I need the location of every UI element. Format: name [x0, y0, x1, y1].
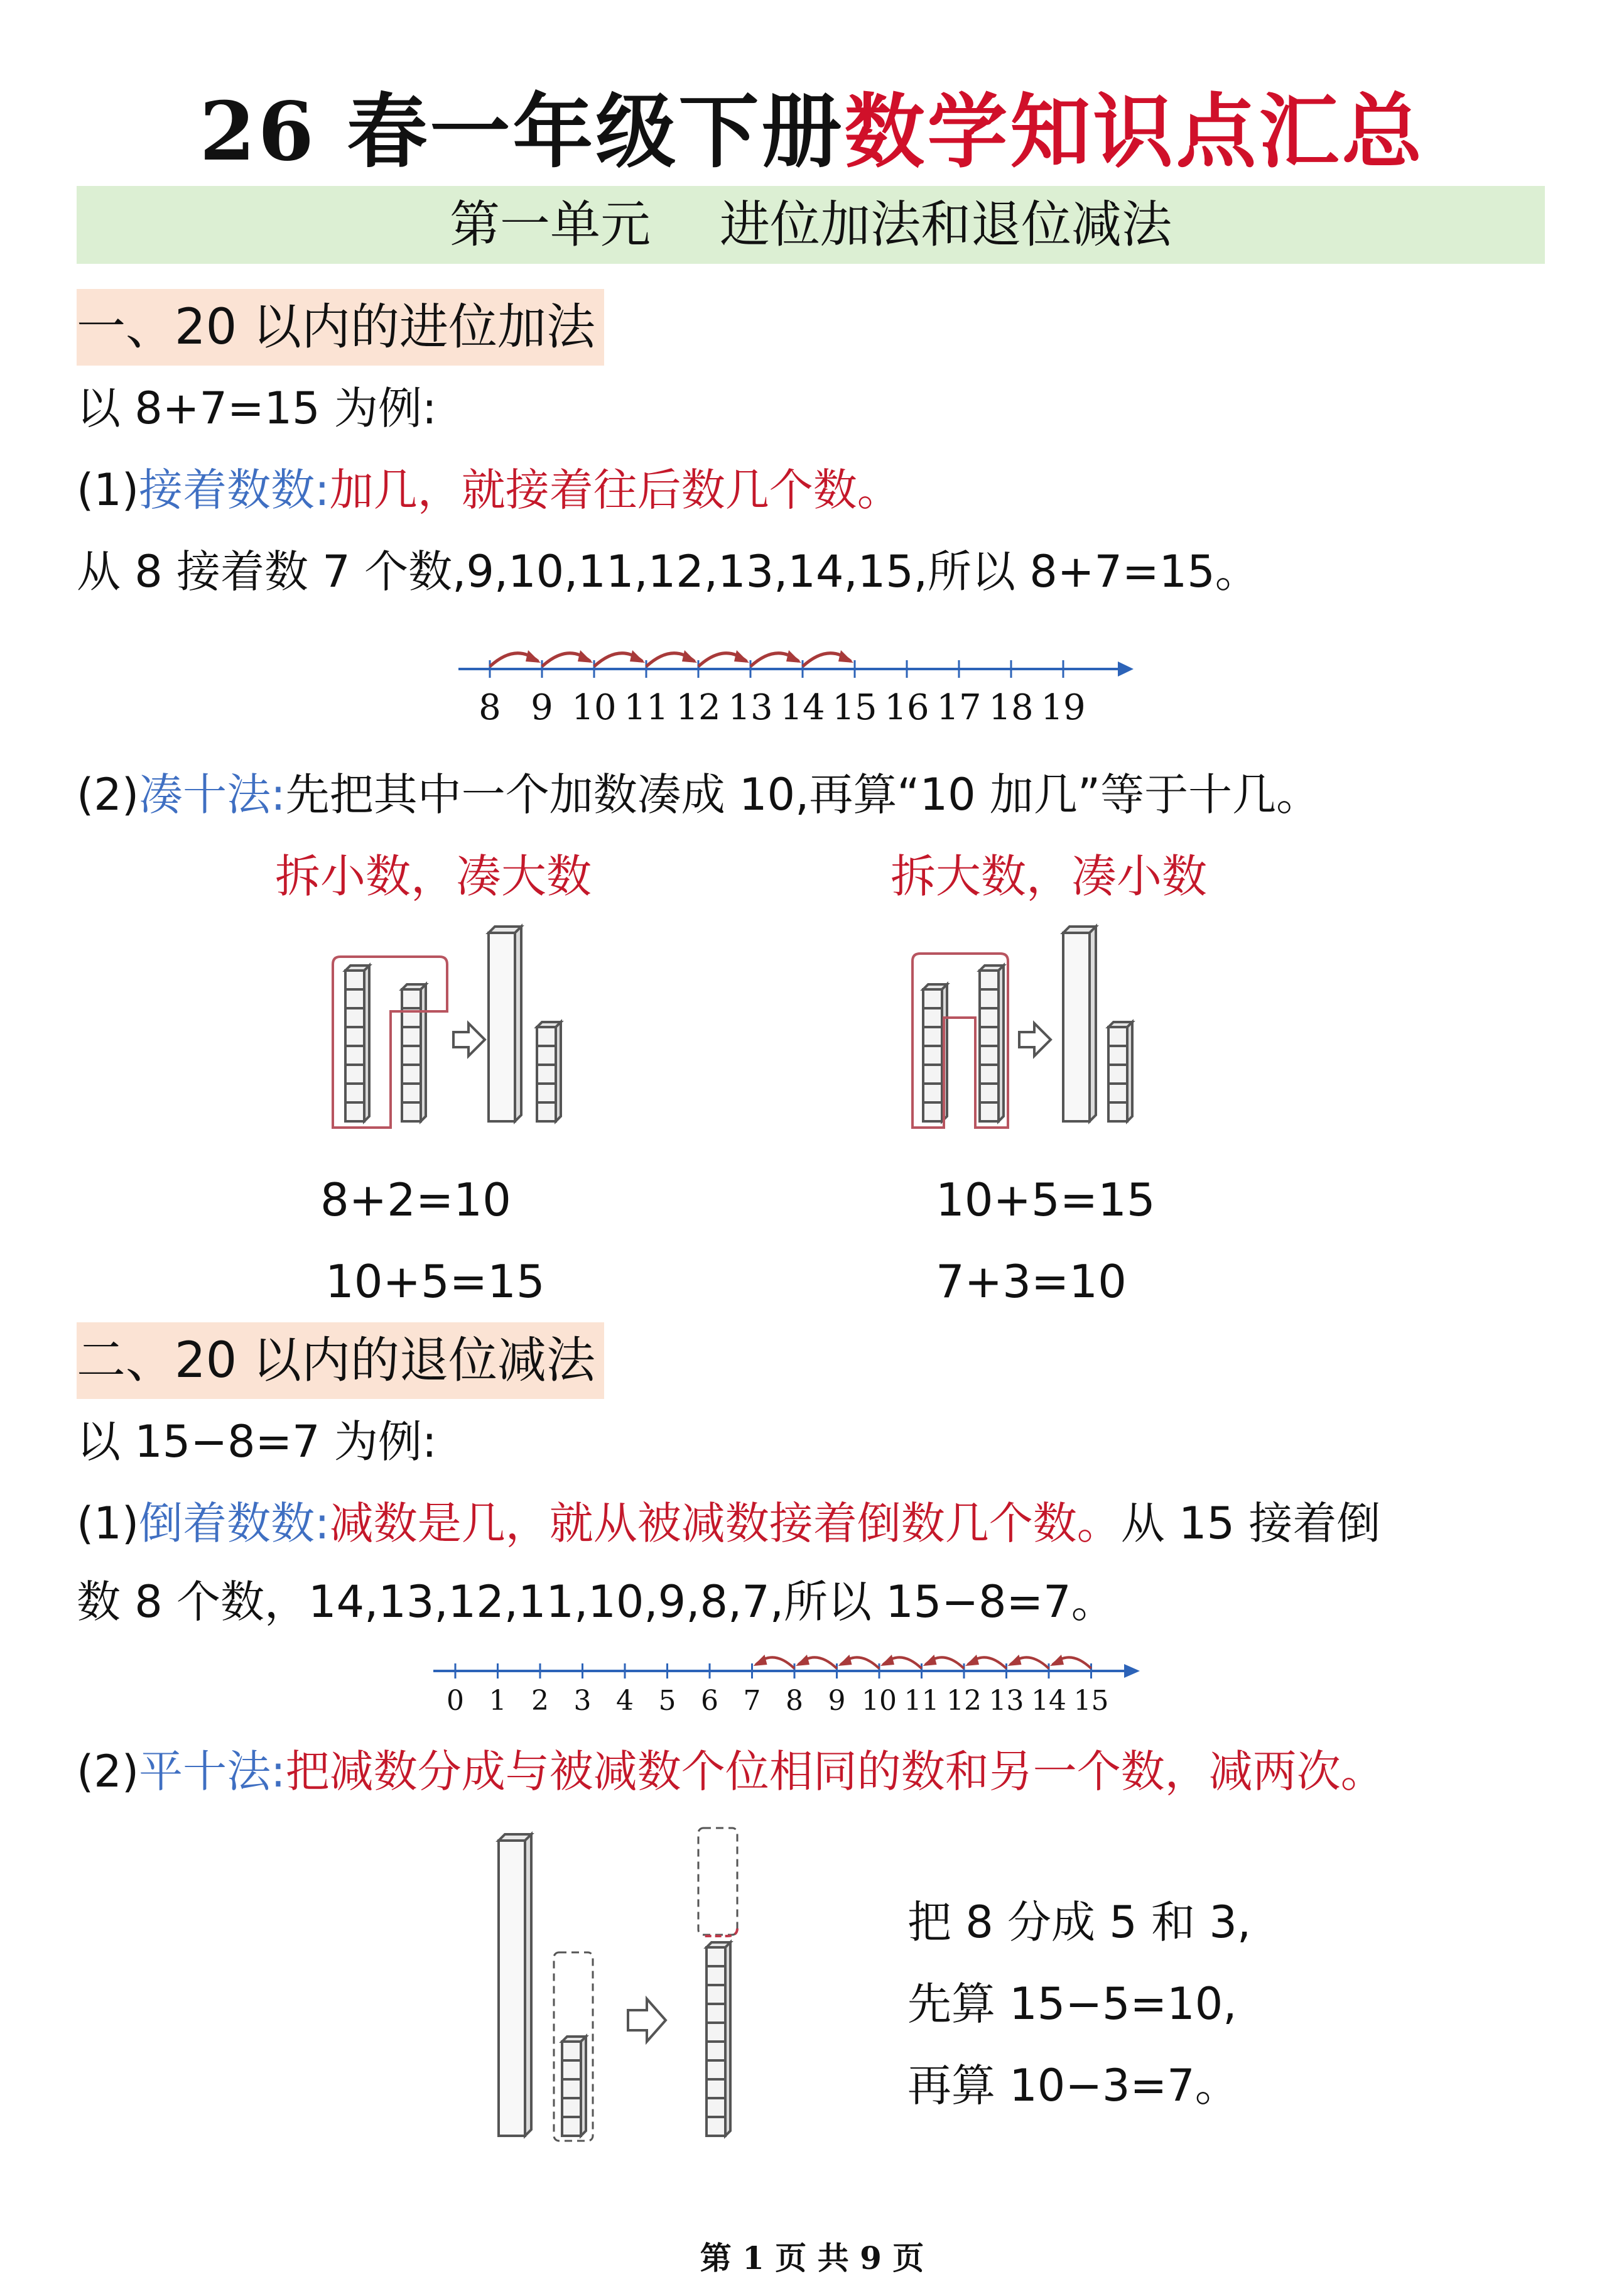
unit-cube — [923, 1084, 942, 1102]
method2-name: 凑十法: — [139, 769, 286, 820]
hop-arrowhead — [1050, 1655, 1064, 1666]
hop-arrowhead — [838, 1655, 852, 1666]
method1-num: (1) — [77, 1498, 139, 1549]
tick-label: 12 — [946, 1685, 982, 1717]
axis-arrowhead — [1118, 661, 1134, 677]
unit-cube — [345, 989, 364, 1008]
tick-label: 15 — [832, 687, 877, 728]
unit-banner — [77, 186, 1545, 264]
tick-label: 13 — [988, 1685, 1024, 1717]
ten-rod — [489, 927, 521, 1121]
unit-cube — [345, 1046, 364, 1065]
left-eq1: 8+2=10 — [320, 1173, 511, 1226]
unit-cube — [562, 2117, 581, 2136]
unit-cube — [980, 971, 999, 989]
unit-cube — [345, 1102, 364, 1121]
section2-method1 — [77, 1492, 1380, 1555]
unit-cube — [980, 1027, 999, 1046]
section2-method2 — [77, 1740, 1385, 1803]
unit-cube — [706, 1947, 725, 1966]
unit-cube — [923, 1102, 942, 1121]
unit-cube — [402, 1027, 421, 1046]
section2-heading: 二、20 以内的退位减法 — [77, 1322, 604, 1399]
unit-cube — [402, 1102, 421, 1121]
block-column-5 — [562, 2037, 586, 2136]
block-column-8 — [345, 966, 369, 1121]
method2-num: (2) — [77, 1746, 139, 1797]
unit-cube — [1108, 1046, 1127, 1065]
right-blocks-diagram — [889, 920, 1152, 1146]
hop-arrowhead — [1008, 1655, 1022, 1666]
unit-cube — [537, 1084, 556, 1102]
unit-cube — [402, 1046, 421, 1065]
unit-cube — [537, 1027, 556, 1046]
method1-detail: 从 8 接着数 7 个数,9,10,11,12,13,14,15,所以 8+7=15。 — [77, 546, 1259, 597]
numberline-addition — [440, 622, 1156, 735]
unit-cube — [345, 1065, 364, 1084]
tick-label: 9 — [531, 687, 553, 728]
unit-cube — [402, 1084, 421, 1102]
unit-cube — [562, 2098, 581, 2117]
method1-name: 接着数数: — [139, 464, 330, 516]
unit-cube — [980, 1084, 999, 1102]
left-eq2: 10+5=15 — [325, 1255, 545, 1308]
tick-label: 5 — [658, 1685, 676, 1717]
section1-example: 以 8+7=15 为例: — [77, 383, 437, 434]
unit-cube — [706, 2042, 725, 2060]
method1-name: 倒着数数: — [139, 1498, 330, 1549]
right-caption: 拆大数，凑小数 — [890, 850, 1208, 903]
unit-cube — [537, 1046, 556, 1065]
method2-rule: 把减数分成与被减数个位相同的数和另一个数，减两次。 — [285, 1746, 1385, 1797]
tick-label: 0 — [447, 1685, 464, 1717]
unit-name: 进位加法和退位减法 — [720, 195, 1172, 254]
cube-side — [725, 1942, 730, 2136]
tick-label: 10 — [571, 687, 617, 728]
method2-num: (2) — [77, 769, 139, 820]
unit-cube — [345, 971, 364, 989]
unit-cube — [706, 2004, 725, 2023]
block-column-5 — [537, 1022, 561, 1121]
right-arrow-icon — [1019, 1023, 1051, 1056]
block-column-10 — [706, 1942, 730, 2136]
method1-rule: 减数是几，就从被减数接着倒数几个数。 — [329, 1498, 1121, 1549]
hop-arrowhead — [630, 650, 645, 663]
tick-label: 14 — [780, 687, 825, 728]
cube-side — [364, 966, 369, 1121]
hop-arrowhead — [526, 650, 541, 663]
tick-label: 11 — [624, 687, 669, 728]
unit-cube — [923, 989, 942, 1008]
cube-side — [999, 966, 1004, 1121]
tick-label: 3 — [573, 1685, 592, 1717]
tick-label: 4 — [616, 1685, 634, 1717]
tick-label: 1 — [489, 1685, 507, 1717]
axis-arrowhead — [1124, 1664, 1140, 1678]
method1-rule: 加几，就接着往后数几个数。 — [329, 464, 901, 516]
page-footer: 第 1 页 共 9 页 — [700, 2239, 924, 2277]
unit-cube — [923, 1027, 942, 1046]
unit-cube — [345, 1027, 364, 1046]
unit-cube — [923, 1065, 942, 1084]
right-eq2: 7+3=10 — [936, 1255, 1127, 1308]
title-highlight: 数学知识点汇总 — [844, 85, 1425, 179]
tick-label: 13 — [728, 687, 773, 728]
tick-label: 18 — [988, 687, 1034, 728]
block-column-8 — [980, 966, 1004, 1121]
section1-heading: 一、20 以内的进位加法 — [77, 289, 604, 366]
explain-line3: 再算 10−3=7。 — [907, 2060, 1239, 2111]
unit-cube — [706, 2060, 725, 2079]
title-prefix: 26 春一年级下册 — [199, 85, 845, 179]
hop-arrowhead — [796, 1655, 809, 1666]
unit-number: 第一单元 — [450, 195, 651, 254]
unit-cube — [562, 2079, 581, 2098]
unit-cube — [706, 1966, 725, 1985]
unit-cube — [402, 1065, 421, 1084]
section1-method1 — [77, 459, 901, 521]
section2-example: 以 15−8=7 为例: — [77, 1416, 437, 1467]
tick-label: 17 — [936, 687, 982, 728]
unit-cube — [980, 989, 999, 1008]
tick-label: 12 — [676, 687, 721, 728]
tick-label: 8 — [786, 1685, 803, 1717]
cube-side — [421, 984, 426, 1121]
unit-cube — [562, 2060, 581, 2079]
unit-cube — [980, 1065, 999, 1084]
hop-arrowhead — [923, 1655, 937, 1666]
tick-label: 7 — [743, 1685, 761, 1717]
explain-line2: 先算 15−5=10, — [907, 1978, 1237, 2030]
left-blocks-diagram — [320, 920, 584, 1146]
tick-label: 16 — [884, 687, 929, 728]
ten-rod — [1063, 927, 1096, 1121]
method2-rule: 先把其中一个加数凑成 10,再算“10 加几”等于十几。 — [285, 769, 1321, 820]
unit-cube — [923, 1046, 942, 1065]
tick-label: 19 — [1041, 687, 1086, 728]
numberline-subtraction — [427, 1633, 1156, 1727]
method1-detail-b: 数 8 个数，14,13,12,11,10,9,8,7,所以 15−8=7。 — [77, 1576, 1115, 1628]
method2-name: 平十法: — [139, 1746, 286, 1797]
left-caption: 拆小数，凑大数 — [275, 850, 592, 903]
cube-side — [581, 2037, 586, 2136]
explain-line1: 把 8 分成 5 和 3, — [907, 1896, 1252, 1948]
subtraction-blocks-diagram — [490, 1822, 772, 2148]
unit-cube — [706, 2079, 725, 2098]
unit-cube — [980, 1046, 999, 1065]
cube-side — [1127, 1022, 1132, 1121]
method1-num: (1) — [77, 464, 139, 516]
unit-cube — [980, 1102, 999, 1121]
tick-label: 14 — [1031, 1685, 1066, 1717]
unit-cube — [980, 1008, 999, 1027]
tick-label: 6 — [701, 1685, 718, 1717]
unit-cube — [402, 989, 421, 1008]
tick-label: 11 — [904, 1685, 939, 1717]
unit-cube — [345, 1084, 364, 1102]
right-arrow-icon — [453, 1023, 485, 1056]
page-title — [0, 75, 1624, 188]
unit-cube — [923, 1008, 942, 1027]
unit-cube — [706, 2023, 725, 2042]
section1-method2 — [77, 763, 1320, 826]
hop-arrowhead — [965, 1655, 979, 1666]
hop-arrowhead — [734, 650, 749, 663]
right-eq1: 10+5=15 — [936, 1173, 1156, 1226]
tick-label: 10 — [862, 1685, 897, 1717]
unit-cube — [706, 1985, 725, 2004]
unit-cube — [1108, 1065, 1127, 1084]
hop-arrowhead — [578, 650, 593, 663]
cube-side — [556, 1022, 561, 1121]
hop-arrowhead — [786, 650, 801, 663]
tick-label: 15 — [1073, 1685, 1109, 1717]
tick-label: 2 — [531, 1685, 549, 1717]
unit-cube — [706, 2098, 725, 2117]
hop-arrowhead — [682, 650, 697, 663]
unit-cube — [537, 1102, 556, 1121]
unit-cube — [562, 2042, 581, 2060]
ten-rod — [499, 1834, 531, 2136]
unit-cube — [537, 1065, 556, 1084]
unit-cube — [706, 2117, 725, 2136]
top-dashed-outline — [698, 1828, 737, 1935]
tick-label: 8 — [479, 687, 501, 728]
block-column-7 — [402, 984, 426, 1121]
tick-label: 9 — [828, 1685, 846, 1717]
hop-arrowhead — [880, 1655, 894, 1666]
unit-cube — [1108, 1084, 1127, 1102]
unit-cube — [345, 1008, 364, 1027]
unit-cube — [1108, 1102, 1127, 1121]
block-column-5 — [1108, 1022, 1132, 1121]
method1-detail-a: 从 15 接着倒 — [1120, 1498, 1381, 1549]
right-arrow-icon — [628, 1999, 666, 2042]
hop-arrowhead — [754, 1655, 767, 1666]
hop-arrowhead — [838, 650, 853, 663]
unit-cube — [1108, 1027, 1127, 1046]
